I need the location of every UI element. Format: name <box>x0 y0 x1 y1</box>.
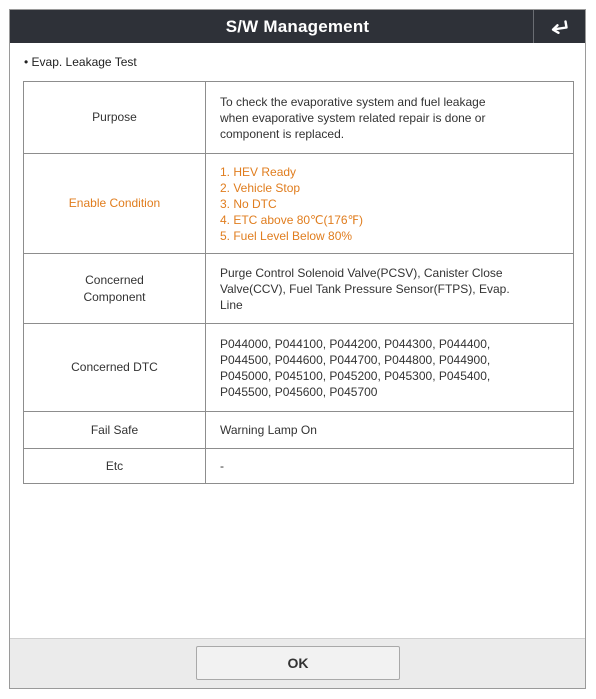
return-arrow-icon <box>550 19 570 35</box>
row-value <box>206 324 574 412</box>
value-line: 1. HEV Ready <box>220 164 297 179</box>
table-row-concerned-dtc <box>24 324 574 412</box>
row-value <box>206 254 574 324</box>
label-line: Component <box>83 289 146 304</box>
value-line: Purge Control Solenoid Valve(PCSV), Canister Close <box>220 265 503 280</box>
value-line: 5. Fuel Level Below 80% <box>220 228 353 243</box>
label-line: Concerned <box>85 272 144 287</box>
dialog-title: S/W Management <box>225 17 370 36</box>
row-value <box>206 154 574 254</box>
row-label: Concerned DTC <box>24 324 206 412</box>
row-label: Purpose <box>24 82 206 154</box>
value-line: Valve(CCV), Fuel Tank Pressure Sensor(FTPS), Evap. <box>220 281 510 296</box>
row-label: Fail Safe <box>24 412 206 449</box>
value-line: To check the evaporative system and fuel leakage <box>220 94 486 109</box>
value-line: 2. Vehicle Stop <box>220 180 301 195</box>
table-row-fail-safe <box>24 412 574 449</box>
row-value: Warning Lamp On <box>206 412 574 449</box>
back-button[interactable] <box>533 10 585 43</box>
row-label: Enable Condition <box>24 154 206 254</box>
row-value <box>206 82 574 154</box>
value-line: P045000, P045100, P045200, P045300, P045400, <box>220 368 491 383</box>
value-line: P044500, P044600, P044700, P044800, P044900, <box>220 352 491 367</box>
value-line: when evaporative system related repair is done or <box>220 110 486 125</box>
ok-button[interactable]: OK <box>196 646 400 680</box>
value-line: 3. No DTC <box>220 196 277 211</box>
dialog-footer <box>10 638 585 688</box>
row-value: - <box>206 449 574 484</box>
sw-management-dialog <box>9 9 586 689</box>
row-label <box>24 254 206 324</box>
value-line: Line <box>220 297 243 312</box>
test-name-label: • Evap. Leakage Test <box>24 55 137 69</box>
title-bar <box>10 10 585 43</box>
value-line: P044000, P044100, P044200, P044300, P044400, <box>220 336 491 351</box>
row-label: Etc <box>24 449 206 484</box>
value-line: component is replaced. <box>220 126 345 141</box>
table-row-concerned-component <box>24 254 574 324</box>
test-info-table <box>23 81 574 484</box>
value-line: P045500, P045600, P045700 <box>220 384 378 399</box>
table-row-etc <box>24 449 574 484</box>
table-row-enable-condition <box>24 154 574 254</box>
table-row-purpose <box>24 82 574 154</box>
value-line: 4. ETC above 80℃(176℉) <box>220 212 363 227</box>
